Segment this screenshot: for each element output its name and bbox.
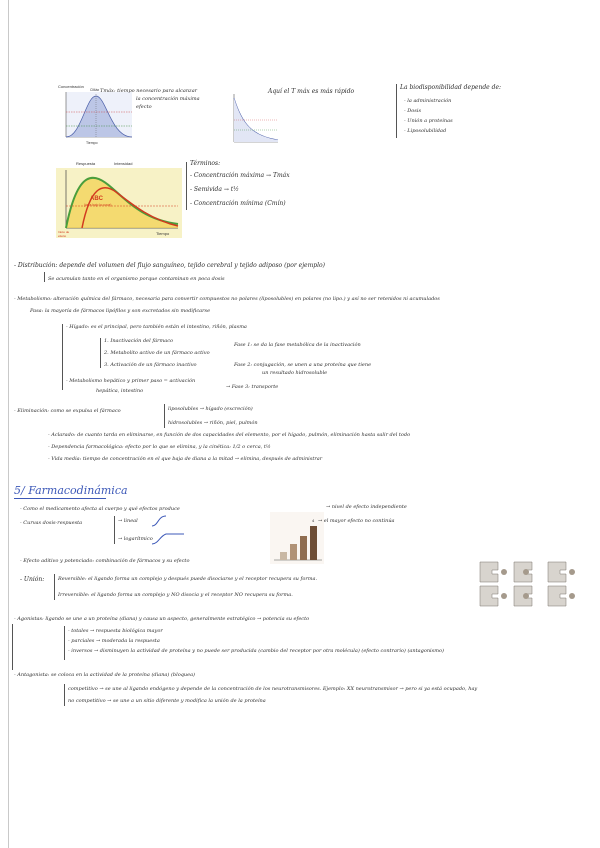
- bar-4: [310, 526, 317, 560]
- met-items-brace: [100, 338, 101, 368]
- fig1-axis-label: Tiempo: [86, 141, 98, 145]
- agonistas-outer-brace: [12, 624, 13, 670]
- fd-line-1: - Como el medicamento afecta al cuerpo y qué efectos produce: [20, 506, 180, 512]
- efecto-aditivo-line: - Efecto aditivo y potenciado: combinación de fármacos y su efecto: [20, 558, 190, 564]
- elim-item-1: liposolubles → hígado (excreción): [168, 406, 253, 412]
- receptor-figure: [474, 556, 590, 608]
- ag-item-2: - parciales → moderada la respuesta: [68, 638, 160, 644]
- met-item-1: 1. Inactivación del fármaco: [104, 338, 174, 344]
- metabolismo-brace: [62, 324, 63, 390]
- fig1-note-3: efecto: [136, 104, 152, 110]
- fig3-label-abc-desc: (área bajo la curva): [84, 203, 112, 207]
- met-hepatico-line-2: hepática, intestino: [96, 388, 144, 394]
- fd-curva-line: - Curvas dosis-respuesta: [20, 520, 83, 526]
- decay-curve-figure: [228, 90, 280, 152]
- distribucion-line: - Distribución: depende del volumen del flujo sanguíneo, tejido cerebral y tejido adiposo (por ejemplo): [14, 262, 326, 269]
- margin-line: [8, 0, 9, 848]
- terminos-item-1: - Concentración máxima → Tmáx: [190, 172, 290, 179]
- irreversible-line: Irreversible: el ligando forma un complejo y NO disocia y el receptor NO recupera su forma.: [58, 592, 293, 598]
- bar-top-label: 4: [312, 518, 315, 523]
- fig3-label-tiempo: Tiempo: [156, 231, 170, 236]
- decay-curve-svg: [228, 90, 280, 152]
- elim-bullet-1: - Aclarado: de cuanto tarda en eliminarse, en función de dos capacidades del elemento, por el hígado, pulmón, eliminación hasta salir del todo: [48, 432, 411, 438]
- reversible-line: Reversible: el ligando forma un complejo y después puede disociarse y el receptor recupera su forma.: [58, 576, 318, 582]
- biodisp-item-4: - Liposolubilidad: [404, 128, 447, 134]
- section5-underline: [14, 498, 106, 499]
- biodisp-brace: [396, 84, 397, 138]
- ant-item-2: no competitivo → se une a un sitio diferente y modifica la unión de la proteína: [68, 698, 266, 704]
- bar-2: [290, 544, 297, 560]
- fd-lineal: → lineal: [118, 518, 138, 524]
- bar-chart-svg: [270, 512, 324, 564]
- fd-line-1b: → nivel de efecto independiente: [326, 504, 407, 510]
- union-brace: [54, 574, 55, 600]
- ag-item-3: - inversos → disminuyen la actividad de proteína y no puede ser producida (cambio del receptor por otra molécula) (efecto contrario) (antagonismo): [68, 648, 444, 654]
- fig1-note-2: la concentración máxima: [136, 96, 200, 102]
- fig3-label-abc: ABC: [90, 196, 103, 202]
- distribucion-brace: [44, 272, 45, 282]
- fase1-line: Fase 1: se da la fase metabólica de la inactivación: [234, 342, 361, 348]
- antagonistas-brace: [64, 684, 65, 706]
- terminos-item-3: - Concentración mínima (Cmín): [190, 200, 286, 207]
- distribucion-sub: Se acumulan tanto en el organismo porque contaminan en poca dosis: [48, 276, 225, 282]
- bar-chart-figure: [270, 512, 324, 564]
- elim-bullet-2: - Dependencia farmacológica: efecto por lo que se elimina, y la cinética: 1/2 o cerca, t½: [48, 444, 271, 450]
- ag-item-1: - totales → respuesta biológica mayor: [68, 628, 163, 634]
- efficacy-chart-figure: [56, 158, 182, 238]
- fig3-label-inicio: Inicio de: [58, 230, 70, 234]
- fd-log: → logarítmico: [118, 536, 153, 542]
- receptor-svg: [474, 556, 590, 608]
- elim-bullet-3: - Vida media: tiempo de concentración en el que baja de diana a la mitad → elimina, después de administrar: [48, 456, 323, 462]
- eliminacion-line: - Eliminación: como se expulsa el fármaco: [14, 408, 121, 414]
- terminos-title: Términos:: [190, 160, 221, 167]
- biodisp-item-3: - Unión a proteínas: [404, 118, 453, 124]
- bar-3: [300, 536, 307, 560]
- fig3-label-intensidad: Intensidad: [114, 161, 133, 166]
- fd-curva-brace: [114, 516, 115, 544]
- agonistas-brace: [64, 626, 65, 660]
- fase3-line: → Fase 3: transporte: [226, 384, 279, 390]
- union-label: - Unión:: [20, 576, 45, 583]
- elim-item-2: hidrosolubles → riñón, piel, pulmón: [168, 420, 258, 426]
- metabolismo-line: - Metabolismo: alteración química del fármaco, necesaria para convertir compuestos no polares (liposolubles) en polares (no lipo.) y así no ser retenidos ni acumulados: [14, 296, 440, 302]
- met-hepatico-line: - Metabolismo hepático y primer paso = activación: [66, 378, 196, 384]
- biodisp-item-2: - Dosis: [404, 108, 422, 114]
- agonistas-line: - Agonistas: ligando se une a un proteína (diana) y causa un aspecto, generalmente estratégico → potencia su efecto: [14, 616, 310, 622]
- eliminacion-brace: [164, 404, 165, 428]
- met-item-3: 3. Activación de un fármaco inactivo: [104, 362, 197, 368]
- biodisp-title: La biodisponibilidad depende de:: [400, 84, 502, 91]
- higado-line: - Hígado: es el principal, pero también están el intestino, riñón, plasma: [66, 324, 247, 330]
- metabolismo-sub: Pasa: la mayoría de fármacos lipófilos y son excretados sin modificarse: [30, 308, 211, 314]
- fase2-line: Fase 2: conjugación, se unen a una proteína que tiene: [234, 362, 372, 368]
- met-item-2: 2. Metabolito activo de un fármaco activo: [104, 350, 210, 356]
- antagonistas-line: - Antagonista: se coloca en la actividad de la proteína (diana) (bloquea): [14, 672, 196, 678]
- fd-nota-barras: → el mayor efecto no continúa: [318, 518, 395, 524]
- fig3-label-respuesta: Respuesta: [76, 161, 96, 166]
- fase2b-line: un resultado hidrosoluble: [262, 370, 328, 376]
- section5-title: 5/ Farmacodinámica: [14, 484, 128, 497]
- fig1-cmax-label: CMáx: [90, 88, 100, 92]
- biodisp-item-1: - la administración: [404, 98, 452, 104]
- fig1-note: Tmáx: tiempo necesario para alcanzar: [100, 88, 198, 94]
- fig3-label-inicio-2: efecto: [58, 234, 67, 238]
- fig1-title: Concentración: [58, 84, 84, 89]
- terminos-item-2: - Semivida → t½: [190, 186, 239, 193]
- ant-item-1: competitivo → se une al ligando endógeno y depende de la concentración de los neurotransmisores. Ejemplo: XX neurotransmisor → pero si ya está ocupado, hay: [68, 686, 478, 692]
- bar-1: [280, 552, 287, 560]
- dose-response-sketch: [150, 512, 186, 548]
- fig2-note: Aquí el T máx es más rápido: [268, 88, 355, 95]
- terminos-brace: [186, 162, 187, 210]
- efficacy-chart-svg: [56, 158, 182, 238]
